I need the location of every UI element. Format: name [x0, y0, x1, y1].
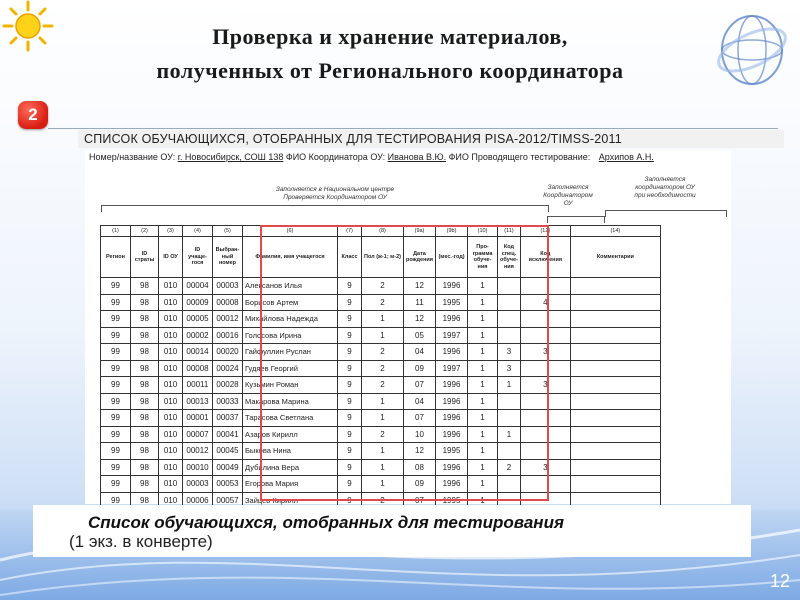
table-cell: 1995 — [436, 492, 468, 509]
table-cell: 1 — [468, 360, 498, 377]
student-name-cell: Голосова Ирина — [243, 327, 338, 344]
table-cell: 2 — [362, 492, 404, 509]
table-cell: 98 — [131, 459, 159, 476]
table-cell: 00003 — [213, 278, 243, 295]
table-cell — [570, 410, 660, 427]
table-cell — [570, 278, 660, 295]
table-cell: 1995 — [436, 294, 468, 311]
table-cell: 9 — [338, 443, 362, 460]
table-cell: 99 — [101, 294, 131, 311]
table-cell: 010 — [159, 393, 183, 410]
student-name-cell: Борисов Артем — [243, 294, 338, 311]
column-number: (7) — [338, 226, 362, 237]
table-cell: 00005 — [183, 311, 213, 328]
list-header: СПИСОК ОБУЧАЮЩИХСЯ, ОТОБРАННЫХ ДЛЯ ТЕСТИРОВАНИЯ PISA-2012/TIMSS-2011 — [78, 130, 784, 148]
table-cell: 9 — [338, 426, 362, 443]
table-cell: 2 — [362, 426, 404, 443]
table-cell: 010 — [159, 294, 183, 311]
table-cell: 99 — [101, 492, 131, 509]
school-label: Номер/название ОУ: — [89, 152, 176, 162]
table-cell: 00053 — [213, 476, 243, 493]
table-cell: 00033 — [213, 393, 243, 410]
table-cell: 2 — [498, 459, 521, 476]
column-number: (9a) — [404, 226, 436, 237]
table-cell: 99 — [101, 459, 131, 476]
table-cell: 1 — [362, 443, 404, 460]
table-cell: 07 — [404, 410, 436, 427]
divider — [48, 128, 778, 129]
table-cell: 00002 — [183, 327, 213, 344]
column-number: (6) — [243, 226, 338, 237]
table-cell: 99 — [101, 360, 131, 377]
table-cell: 00009 — [183, 294, 213, 311]
table-cell — [570, 459, 660, 476]
table-cell: 3 — [498, 360, 521, 377]
annotation-brace — [605, 210, 727, 217]
table-cell: 05 — [404, 327, 436, 344]
table-cell: 9 — [338, 410, 362, 427]
table-cell: 1 — [468, 377, 498, 394]
table-cell: 99 — [101, 311, 131, 328]
table-cell: 010 — [159, 443, 183, 460]
table-cell: 1996 — [436, 311, 468, 328]
table-cell: 99 — [101, 426, 131, 443]
table-cell: 010 — [159, 426, 183, 443]
table-cell: 010 — [159, 311, 183, 328]
caption-subtitle: (1 экз. в конверте) — [69, 532, 213, 551]
table-cell: 00012 — [183, 443, 213, 460]
tester-label: ФИО Проводящего тестирование: — [448, 152, 591, 162]
table-cell: 99 — [101, 476, 131, 493]
slide-title — [40, 20, 740, 88]
table-cell: 99 — [101, 443, 131, 460]
annotation-optional: Заполняется координатором ОУ при необходимости — [634, 176, 696, 199]
column-number: (14) — [570, 226, 660, 237]
table-cell: 9 — [338, 476, 362, 493]
column-header: Регион — [101, 237, 131, 278]
table-cell: 2 — [362, 278, 404, 295]
table-cell: 98 — [131, 377, 159, 394]
table-cell: 1 — [468, 344, 498, 361]
table-cell: 12 — [404, 443, 436, 460]
table-cell: 00045 — [213, 443, 243, 460]
column-number: (1) — [101, 226, 131, 237]
table-cell: 1 — [468, 476, 498, 493]
table-cell: 4 — [520, 294, 570, 311]
column-header: Фамилия, имя учащегося — [243, 237, 338, 278]
table-cell: 010 — [159, 360, 183, 377]
table-cell: 98 — [131, 311, 159, 328]
table-cell — [570, 443, 660, 460]
table-cell — [570, 294, 660, 311]
table-cell: 9 — [338, 377, 362, 394]
table-cell: 10 — [404, 426, 436, 443]
table-cell: 00014 — [183, 344, 213, 361]
table-cell: 99 — [101, 278, 131, 295]
table-cell: 98 — [131, 360, 159, 377]
table-cell: 9 — [338, 278, 362, 295]
table-cell: 1996 — [436, 344, 468, 361]
annotation-coordinator: Заполняется Координатором ОУ — [543, 184, 593, 207]
school-value: г. Новосибирск, СОШ 138 — [177, 152, 284, 162]
table-cell: 99 — [101, 393, 131, 410]
table-cell: 00001 — [183, 410, 213, 427]
student-list-document — [85, 150, 731, 504]
table-cell: 1996 — [436, 278, 468, 295]
table-cell: 1 — [362, 410, 404, 427]
student-name-cell: Азаров Кирилл — [243, 426, 338, 443]
column-number: (5) — [213, 226, 243, 237]
column-header: Класс — [338, 237, 362, 278]
table-cell: 1 — [468, 294, 498, 311]
table-cell: 98 — [131, 410, 159, 427]
table-cell: 1 — [362, 393, 404, 410]
caption-title: Список обучающихся, отобранных для тестирования — [88, 513, 564, 532]
table-cell: 1 — [498, 426, 521, 443]
table-cell: 9 — [338, 459, 362, 476]
coordinator-value: Иванова В.Ю. — [387, 152, 447, 162]
table-cell: 010 — [159, 476, 183, 493]
table-cell: 00008 — [183, 360, 213, 377]
annotation-national: Заполняется в Национальном центре Проверяется Координатором ОУ — [275, 186, 395, 201]
table-cell: 00006 — [183, 492, 213, 509]
student-name-cell: Михайлова Надежда — [243, 311, 338, 328]
table-cell: 3 — [520, 344, 570, 361]
column-header: Пол (ж-1; м-2) — [362, 237, 404, 278]
column-number: (11) — [498, 226, 521, 237]
column-number: (3) — [159, 226, 183, 237]
table-cell: 98 — [131, 393, 159, 410]
table-cell — [570, 377, 660, 394]
table-cell: 98 — [131, 294, 159, 311]
table-cell: 1 — [468, 278, 498, 295]
table-cell: 1 — [362, 476, 404, 493]
table-cell — [570, 344, 660, 361]
table-cell: 1 — [468, 393, 498, 410]
column-number: (12) — [520, 226, 570, 237]
table-cell: 2 — [362, 294, 404, 311]
student-name-cell: Дубилина Вера — [243, 459, 338, 476]
table-cell: 00020 — [213, 344, 243, 361]
column-header: Код исключения — [520, 237, 570, 278]
student-name-cell: Макарова Марина — [243, 393, 338, 410]
table-cell: 00024 — [213, 360, 243, 377]
table-cell: 1996 — [436, 459, 468, 476]
table-cell: 07 — [404, 377, 436, 394]
table-cell: 9 — [338, 311, 362, 328]
table-cell — [570, 393, 660, 410]
student-name-cell: Кузьмин Роман — [243, 377, 338, 394]
table-cell: 98 — [131, 327, 159, 344]
table-cell: 04 — [404, 393, 436, 410]
table-cell: 00004 — [183, 278, 213, 295]
table-cell: 2 — [362, 377, 404, 394]
table-cell: 07 — [404, 492, 436, 509]
page-number: 12 — [769, 571, 790, 591]
table-cell: 00003 — [183, 476, 213, 493]
step-badge: 2 — [18, 101, 48, 129]
table-cell: 9 — [338, 393, 362, 410]
table-cell: 1996 — [436, 426, 468, 443]
table-cell: 98 — [131, 476, 159, 493]
student-name-cell: Гайфуллин Руслан — [243, 344, 338, 361]
column-number: (2) — [131, 226, 159, 237]
table-cell: 1 — [468, 492, 498, 509]
table-cell: 1 — [468, 459, 498, 476]
table-cell: 99 — [101, 377, 131, 394]
column-number: (4) — [183, 226, 213, 237]
title-line-1: Проверка и хранение материалов, — [212, 24, 568, 49]
table-cell — [570, 311, 660, 328]
table-cell: 98 — [131, 492, 159, 509]
table-cell: 9 — [338, 294, 362, 311]
column-header: (мес.-год) — [436, 237, 468, 278]
table-cell: 1995 — [436, 443, 468, 460]
column-number: (9b) — [436, 226, 468, 237]
student-name-cell: Тарасова Светлана — [243, 410, 338, 427]
column-header: ID страты — [131, 237, 159, 278]
table-cell: 98 — [131, 344, 159, 361]
caption-box — [33, 505, 751, 557]
table-cell: 010 — [159, 377, 183, 394]
title-line-2: полученных от Регионального координатора — [156, 58, 624, 83]
table-cell: 010 — [159, 278, 183, 295]
table-cell: 1 — [362, 327, 404, 344]
table-cell: 1 — [498, 377, 521, 394]
table-cell — [570, 426, 660, 443]
table-cell: 1 — [468, 426, 498, 443]
table-cell: 11 — [404, 294, 436, 311]
column-header: ID учаще-гося — [183, 237, 213, 278]
table-cell: 00057 — [213, 492, 243, 509]
table-cell: 1 — [468, 311, 498, 328]
student-name-cell: Алексанов Илья — [243, 278, 338, 295]
table-cell: 1997 — [436, 360, 468, 377]
table-cell: 00010 — [183, 459, 213, 476]
table-cell: 99 — [101, 344, 131, 361]
table-cell: 3 — [520, 459, 570, 476]
table-cell: 09 — [404, 360, 436, 377]
table-cell: 1 — [468, 327, 498, 344]
table-cell: 1 — [468, 443, 498, 460]
table-cell: 1 — [362, 459, 404, 476]
table-cell: 1 — [362, 311, 404, 328]
table-cell: 9 — [338, 327, 362, 344]
table-cell: 00037 — [213, 410, 243, 427]
annotation-brace — [101, 205, 549, 212]
table-cell: 08 — [404, 459, 436, 476]
table-cell: 12 — [404, 311, 436, 328]
table-cell: 04 — [404, 344, 436, 361]
table-cell: 010 — [159, 344, 183, 361]
column-header: Код спец. обуче-ния — [498, 237, 521, 278]
table-cell: 00049 — [213, 459, 243, 476]
column-header: Комментарии — [570, 237, 660, 278]
column-header: Выбран-ный номер — [213, 237, 243, 278]
table-cell: 00012 — [213, 311, 243, 328]
table-cell: 010 — [159, 327, 183, 344]
table-cell: 9 — [338, 492, 362, 509]
table-cell: 00041 — [213, 426, 243, 443]
annotation-brace — [547, 216, 605, 223]
table-cell — [570, 476, 660, 493]
column-number: (8) — [362, 226, 404, 237]
coordinator-label: ФИО Координатора ОУ: — [285, 152, 386, 162]
table-cell: 99 — [101, 410, 131, 427]
table-cell: 99 — [101, 327, 131, 344]
table-cell: 1996 — [436, 476, 468, 493]
table-cell: 00016 — [213, 327, 243, 344]
table-cell: 1 — [468, 410, 498, 427]
column-number: (10) — [468, 226, 498, 237]
student-name-cell: Зайцев Кирилл — [243, 492, 338, 509]
table-cell: 00007 — [183, 426, 213, 443]
table-cell: 9 — [338, 344, 362, 361]
table-cell: 3 — [520, 377, 570, 394]
table-cell: 98 — [131, 278, 159, 295]
column-header: Про-грамма обуче-ния — [468, 237, 498, 278]
table-cell: 010 — [159, 492, 183, 509]
table-cell: 1997 — [436, 327, 468, 344]
table-cell: 09 — [404, 476, 436, 493]
table-cell: 98 — [131, 426, 159, 443]
table-cell: 00008 — [213, 294, 243, 311]
table-cell: 00011 — [183, 377, 213, 394]
column-header: ID ОУ — [159, 237, 183, 278]
table-cell: 010 — [159, 410, 183, 427]
student-name-cell: Егорова Мария — [243, 476, 338, 493]
student-name-cell: Быкова Нина — [243, 443, 338, 460]
table-cell — [570, 360, 660, 377]
table-cell: 2 — [362, 344, 404, 361]
table-cell: 1996 — [436, 393, 468, 410]
table-cell: 1996 — [436, 377, 468, 394]
document-meta — [85, 150, 731, 168]
table-cell: 1996 — [436, 410, 468, 427]
table-cell: 00028 — [213, 377, 243, 394]
column-header: Дата рождения — [404, 237, 436, 278]
table-cell — [570, 327, 660, 344]
table-cell: 3 — [498, 344, 521, 361]
table-cell: 9 — [338, 360, 362, 377]
student-name-cell: Гудяев Георгий — [243, 360, 338, 377]
highlight-frame — [260, 225, 549, 501]
table-cell: 00013 — [183, 393, 213, 410]
table-cell: 010 — [159, 459, 183, 476]
tester-value: Архипов А.Н. — [598, 152, 654, 162]
table-cell: 12 — [404, 278, 436, 295]
table-cell: 98 — [131, 443, 159, 460]
table-cell: 2 — [362, 360, 404, 377]
